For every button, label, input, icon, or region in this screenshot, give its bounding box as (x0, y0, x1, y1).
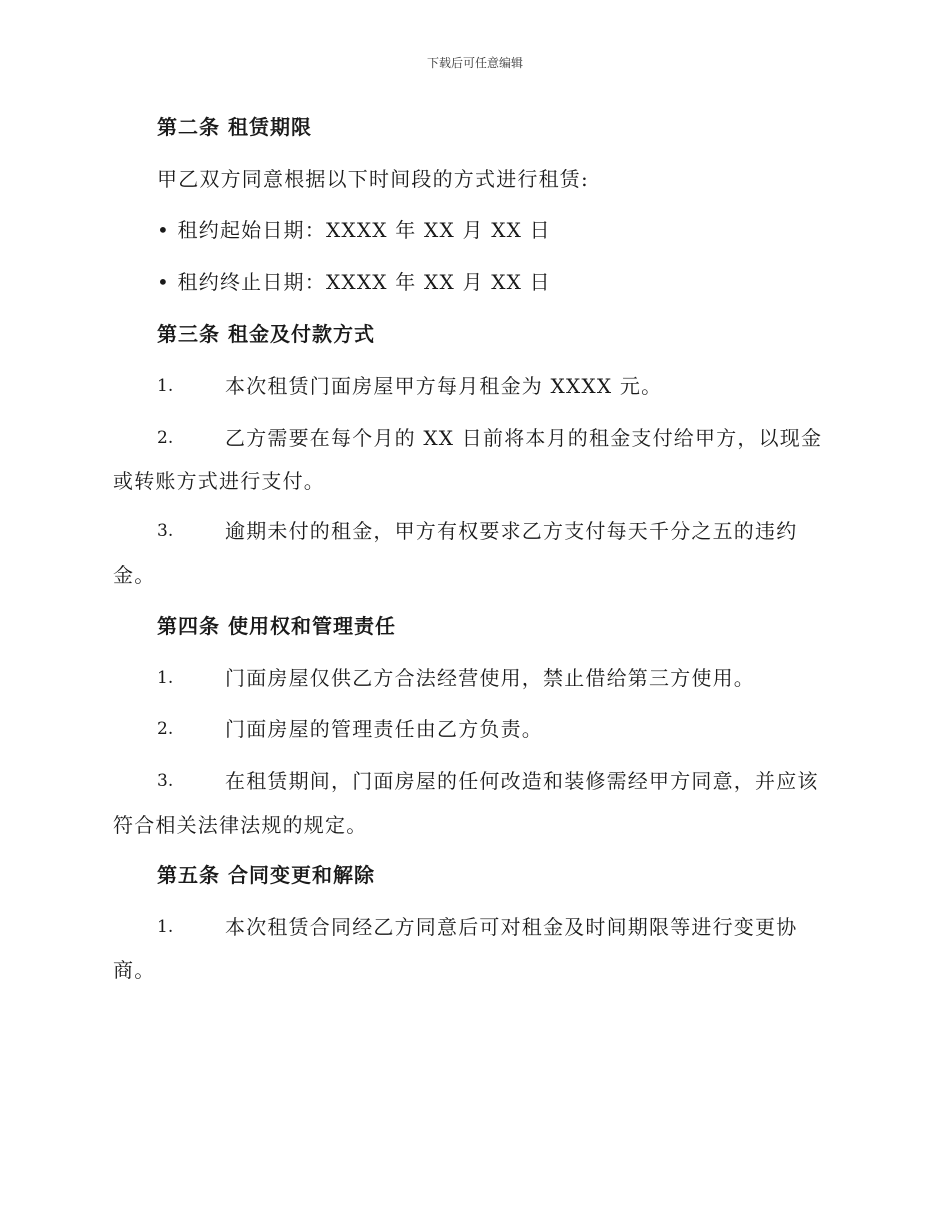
article-4-item-3-text-continued: 符合相关法律法规的规定。 (113, 813, 368, 837)
page-header: 下载后可任意编辑 (426, 56, 523, 70)
article-3-item-3-text: 逾期未付的租金，甲方有权要求乙方支付每天千分之五的违约 (225, 519, 798, 543)
article-4-item-2-text: 门面房屋的管理责任由乙方负责。 (225, 717, 543, 741)
article-3-item-1-number: 1. (157, 376, 174, 396)
article-4-item-1-text: 门面房屋仅供乙方合法经营使用，禁止借给第三方使用。 (225, 666, 755, 690)
article-3-item-2-number: 2. (157, 428, 174, 448)
article-5-title: 第五条 合同变更和解除 (157, 863, 375, 887)
article-3-item-2-text-continued: 或转账方式进行支付。 (113, 469, 325, 493)
article-5-item-1-text-continued: 商。 (113, 958, 156, 982)
article-5-item-1-number: 1. (157, 917, 174, 937)
article-4-title: 第四条 使用权和管理责任 (157, 614, 396, 638)
article-3-title: 第三条 租金及付款方式 (157, 322, 375, 346)
article-3-item-3-text-continued: 金。 (113, 563, 156, 587)
article-3-item-3-number: 3. (157, 521, 174, 541)
article-2-item-start-date: • 租约起始日期：XXXX 年 XX 月 XX 日 (157, 218, 551, 242)
article-3-item-2-text: 乙方需要在每个月的 XX 日前将本月的租金支付给甲方，以现金 (225, 426, 823, 450)
article-5-item-1-text: 本次租赁合同经乙方同意后可对租金及时间期限等进行变更协 (225, 915, 798, 939)
article-4-item-3-number: 3. (157, 771, 174, 791)
article-4-item-2-number: 2. (157, 719, 174, 739)
article-2-item-end-date: • 租约终止日期：XXXX 年 XX 月 XX 日 (157, 270, 551, 294)
article-4-item-3-text: 在租赁期间，门面房屋的任何改造和装修需经甲方同意，并应该 (225, 769, 819, 793)
article-4-item-1-number: 1. (157, 668, 174, 688)
article-2-title: 第二条 租赁期限 (157, 115, 312, 139)
article-3-item-1-text: 本次租赁门面房屋甲方每月租金为 XXXX 元。 (225, 374, 663, 398)
article-2-intro: 甲乙双方同意根据以下时间段的方式进行租赁: (157, 167, 589, 191)
